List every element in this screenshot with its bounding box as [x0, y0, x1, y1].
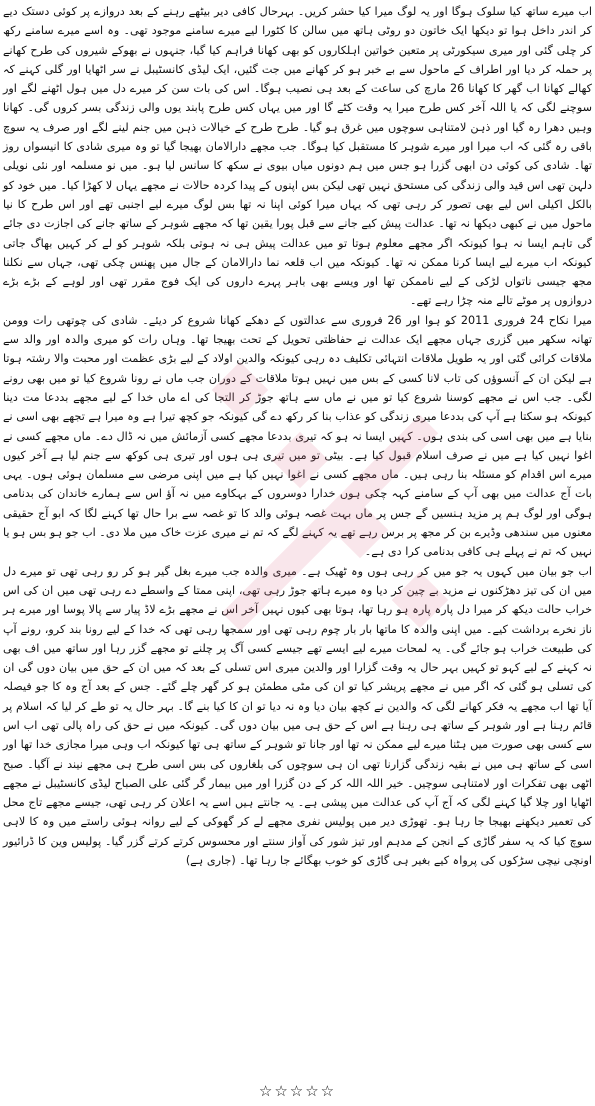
article-paragraph-2: میرا نکاح 24 فروری 2011 کو ہوا اور 26 فروری سے عدالتوں کے دھکے کھانا شروع کر دیئے۔ شادی کی چوتھی رات وومن تھانہ سکھر میں گزری جہاں مجھے ایک عدالت نے حفاظتی تحویل کے تحت بھیجا تھا۔ وہاں رات کو میری والدہ اور والد سے ملاقات کرائی گئی اور یہ طویل ملاقات انتہائی تکلیف دہ رہی کیونکہ والدین اولاد کے لیے بڑی عظمت اور محبت والا رشتہ ہوتا ہے لیکن ان کے آنسوؤں کی تاب لانا کسی کے بس میں نہیں ہوتا ملاقات کے دوران جب ماں نے رونا شروع کیا تو میں بھی رونے لگی۔ جب اس نے مجھے کوسنا شروع کیا تو میں نے ماں سے ہاتھ جوڑ کر التجا کی اے ماں خدا کے لیے مجھے بددعا مت دینا کیونکہ ہو سکتا ہے آپ کی بددعا میری زندگی کو عذاب بنا کر رکھ دے گی کیونکہ جو کچھ تیرا ہے وہ میرا ہے تجھے بھی اسی نے بنایا ہے میں بھی اسی کی بندی ہوں۔ کہیں ایسا نہ ہو کہ تیری بددعا مجھے کسی آزمائش میں نہ ڈال دے۔ ماں مجھے کسی نے اغوا نہیں کیا ہے میں نے صرف اسلام قبول کیا ہے۔ بیٹی تو میں تیری ہی ہوں اور تیری ہی کوکھ سے جنم لیا ہے آخر کیوں میرے اس اقدام کو مسئلہ بنا رہی ہیں۔ ماں مجھے کسی نے اغوا نہیں کیا ہے میں اپنی مرضی سے مسلمان ہوئی ہوں۔ یہی بات آج عدالت میں بھی آپ کے سامنے کہہ چکی ہوں خدارا دوسروں کے بہکاوے میں نہ آؤ اس سے ہمارے خاندان کی بدنامی ہوگی اور لوگ ہم پر مزید ہنسیں گے جس پر ماں بہت غصہ ہوئی والد کا تو غصہ سے برا حال تھا کہنے لگا کہ ابو آج حقیقی معنوں میں سندھی وڈیرے بن کر مجھ پر برس رہے تھے یہ کہنے لگے کہ تم نے میری عزت خاک میں ملا دی۔ اب جو ہو بس ہو یا نہیں کہ تم نے پہلے ہی کافی بدنامی کرا دی ہے۔	[3, 313, 593, 559]
section-end-stars: ☆☆☆☆☆	[258, 1082, 337, 1100]
article-paragraph-1: اب میرے ساتھ کیا سلوک ہوگا اور یہ لوگ میرا کیا حشر کریں۔ بہرحال کافی دیر بیٹھے رہنے کے بعد دروازے پر کوئی دستک دیے کر اندر داخل ہوا تو دیکھا ایک خاتون دو روٹی ہاتھ میں سالن کا کٹورا لیے میرے سامنے موجود تھی۔ وہ اسے میرے سامنے رکھ کر چلی گئی اور میری سیکورٹی پر متعین خواتین اہلکاروں کو بھی کھانا فراہم کیا گیا، جنہوں نے بھوکے شیروں کی طرح کھانے پر حملہ کر دیا اور اطراف کے ماحول سے بے خبر ہو کر کھانے میں جت گئیں، ایک لیڈی کانسٹیبل نے سر اٹھایا اور گلی کہنے کہ کھالے کھانا اب گھر کا کھانا 26 مارچ کی ساعت کے بعد ہی نصیب ہوگا۔ اس کی بات سن کر میرے دل میں ہول اٹھنے لگے اور سوچنے لگی کہ یا اللہ آخر کس طرح میرا یہ وقت کٹے گا اور میں یہاں کس طرح پابند یوں والی زندگی بسر کروں گی۔ کھانا وہیں دھرا رہ گیا اور ذہن لامتناہی سوچوں میں غرق ہو گیا۔ طرح طرح کے خیالات ذہن میں جنم لینے لگے اور صرف یہ سوچ باقی رہ گئی کہ اب میرا اور میرے شوہر کا مستقبل کیا ہوگا۔ جب مجھے دارالامان بھیجا گیا تو وہ میری شادی کا انیسواں روز تھا۔ شادی کی کوئی دن ابھی گزرا ہو جس میں ہم دونوں میاں بیوی نے سکھ کا سانس لیا ہو۔ میں نو مسلمہ اور نئی نویلی دلہن تھی اس قید والی زندگی کی مستحق نہیں تھی لیکن بس اپنوں کے پیدا کردہ حالات نے مجھے یہاں لا کھڑا کیا۔ میں خود کو بالکل اکیلی اس لیے بھی تصور کر رہی تھی کہ یہاں میرا کوئی اپنا نہ تھا بس لوگ میرے لیے اجنبی تھے اور اس طرح کا نیا ماحول میں نے کبھی دیکھا نہ تھا۔ عدالت پیش کیے جانے سے قبل پورا یقین تھا کہ مجھے شوہر کے ساتھ جانے کی اجازت دی جائے گی تاہم ایسا نہ ہوا کیونکہ اگر مجھے معلوم ہوتا تو میں عدالت پیش ہی نہ ہوتی بلکہ شوہر کو لے کر کہیں بھاگ جاتی کیونکہ اب میرے لیے ایسا کرنا ممکن نہ تھا۔ کیونکہ میں اب قلعہ نما دارالامان کے جال میں پھنس چکی تھی، جہاں سے نکلنا مجھ جیسی ناتواں لڑکی کے لیے ناممکن تھا اور ویسے بھی باہر پہرے داروں کی ایک فوج مقرر تھی اور لوہے کے بڑے بڑے دروازوں پر موٹے تالے منہ چڑا رہے تھے۔	[3, 5, 592, 308]
article-paragraph-3: اب جو بیان میں کہوں یہ جو میں کر رہی ہوں وہ ٹھیک ہے۔ میری والدہ جب میرے بغل گیر ہو کر رو رہی تھی تو میرے دل میں ان کی تیز دھڑکنوں نے مزید بے چین کر دیا وہ میرے ہاتھ جوڑ رہی تھی، اپنی ممتا کے واسطے دے رہی تھی میں ان کی اس خراب حالت دیکھ کر میرا دل پارہ پارہ ہو رہا تھا، ہوتا بھی کیوں نہیں آخر اس نے مجھے بڑے لاڈ پیار سے پالا پوسا اور میرے ہر ناز نخرے برداشت کیے۔ میں اپنی والدہ کا ماتھا بار بار چوم رہی تھی اور سمجھا رہی تھی کہ خدا کے لیے رونا بند کرو، رونے آپ کی طبیعت خراب ہو جائے گی۔ یہ لمحات میرے لیے ایسے تھے جیسے کسی آگ پر چلنے تو مجھے گزر رہا اور ساتھ میں اف بھی نہ کہنے کے لیے کہو تو کہیں بہر حال یہ وقت گزارا اور والدین میری اس تسلی کے بعد کہ میں ان کے حق میں بیان دوں گی ان کی تسلی ہو گئی کہ اگر میں نے مجھے پریشر کیا تو ان کی مٹی مطمئن ہو کر گھر چلے گئے۔ جس کے بعد آج وہ کا جو فیصلہ آیا تھا اب مجھے یہ فکر کھانے لگی کہ والدین نے کچھ بیان دیا وہ نہ دیا تو ان کا کیا بنے گا۔ بہر حال یہ تو طے کر لیا کہ اسلام پر قائم رہنا ہے اور شوہر کے ساتھ ہی رہنا ہے اس کے حق ہی میں بیان دوں گی۔ کیونکہ میں نے حق کی راہ پالی تھی اب اس سے کسی بھی صورت میں ہٹنا میرے لیے ممکن نہ تھا اور جانا تو شوہر کے ساتھ ہی تھا کیونکہ اب وہی میرا مجازی خدا تھا اور اسی کے ساتھ ہی میں نے بقیہ زندگی گزارنا تھی ان ہی سوچوں کی بلغاروں کی بس اسی طرح ہی مجھے نیند نے آگیا۔ صبح اٹھی بھی تفکرات اور لامتناہی سوچیں۔ خیر اللہ اللہ کر کے دن گزرا اور میں بیمار گر گئی علی الصباح لیڈی کانسٹیبل نے مجھے اٹھایا اور چلا گیا کہنے لگی کہ آج آپ کی عدالت میں پیشی ہے۔ یہ جانتے ہیں اسے یہ اعلان کر رہی تھی، جیسے مجھے تاج محل کی تعمیر دیکھنے بھیجا جا رہا ہو۔ تھوڑی دیر میں پولیس نفری مجھے لے کر گھوکی کے لیے روانہ ہوئی راستے میں وہ کا لاہی سوچ کیا کہ یہ سفر گاڑی کے انجن کے مدہم اور تیز شور کی آواز سنتے اور محسوس کرتے کرتے گزر گیا۔ پولیس وین کا ڈرائیور اونچی نیچی سڑکوں کی پرواہ کیے بغیر ہی گاڑی کو خوب بھگائے جا رہا تھا۔ (جاری ہے)	[3, 564, 592, 868]
